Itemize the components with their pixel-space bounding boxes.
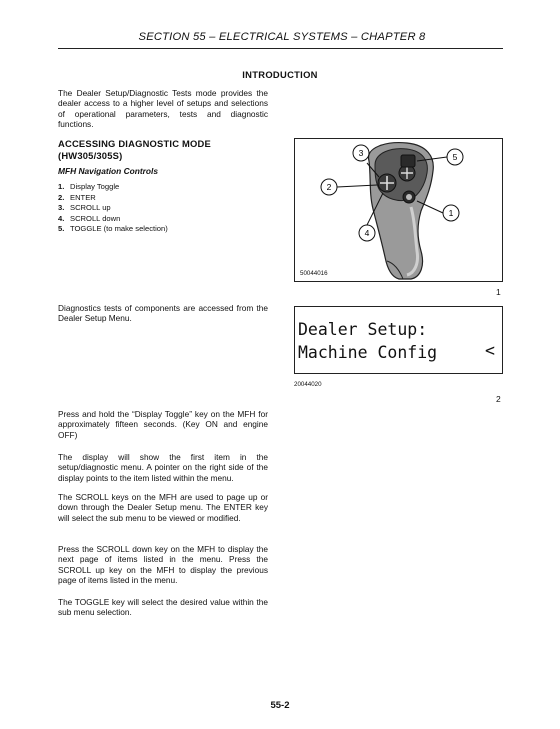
mfh-joystick-drawing	[295, 139, 502, 281]
paragraph-display-show: The display will show the first item in the setup/diagnostic menu. A pointer on the right side of the display points to the item listed within the menu.	[58, 452, 268, 483]
figure2-number: 2	[496, 394, 501, 404]
list-item-label: ENTER	[70, 192, 96, 202]
intro-paragraph: The Dealer Setup/Diagnostic Tests mode provides the dealer access to a higher level of setups and selections of operational parameters, tests and diagnostic functions.	[58, 88, 268, 130]
page-header: SECTION 55 – ELECTRICAL SYSTEMS – CHAPTER 8	[138, 31, 426, 43]
list-item-number: 4.	[58, 213, 65, 223]
subheading-line2: (HW305/305S)	[58, 149, 123, 161]
list-item	[58, 193, 168, 204]
figure1-code: 50044016	[300, 270, 328, 277]
header-rule	[58, 48, 503, 49]
list-item	[58, 203, 168, 214]
svg-text:3: 3	[358, 148, 364, 158]
svg-text:5: 5	[452, 152, 458, 162]
list-item	[58, 214, 168, 225]
section-title: INTRODUCTION	[242, 69, 318, 80]
list-item	[58, 182, 168, 193]
list-item-label: SCROLL up	[70, 203, 111, 213]
callout-4	[359, 225, 375, 241]
list-item-number: 5.	[58, 224, 65, 234]
figure2-code: 20044020	[294, 381, 322, 388]
list-item-label: SCROLL down	[70, 213, 121, 223]
lcd-text	[298, 318, 437, 364]
svg-text:2: 2	[326, 182, 332, 192]
svg-text:1: 1	[448, 208, 454, 218]
lcd-pointer: <	[485, 341, 495, 360]
list-item-number: 2.	[58, 192, 65, 202]
subheading	[58, 138, 211, 161]
figure1-number: 1	[496, 287, 501, 297]
callout-3	[353, 145, 369, 161]
paragraph-toggle-key: The TOGGLE key will select the desired value within the sub menu selection.	[58, 597, 268, 618]
paragraph-scroll-keys: The SCROLL keys on the MFH are used to page up or down through the Dealer Setup menu. The ENTER key will select the sub menu to be viewed or modified.	[58, 492, 268, 523]
svg-text:4: 4	[364, 228, 370, 238]
list-item-label: Display Toggle	[70, 182, 120, 191]
lcd-line-2: Machine Config	[298, 343, 438, 362]
callout-1	[443, 205, 459, 221]
paragraph-scroll-down: Press the SCROLL down key on the MFH to display the next page of items listed in the menu. Press the SCROLL up key on the MFH to display the previous page of items listed in the menu.	[58, 544, 268, 586]
lcd-line-1: Dealer Setup:	[298, 320, 428, 339]
list-item	[58, 224, 168, 235]
list-item-number: 1.	[58, 182, 65, 191]
callout-5	[447, 149, 463, 165]
figure-mfh-illustration	[294, 138, 503, 282]
callout-2	[321, 179, 337, 195]
page-number: 55-2	[270, 700, 290, 711]
list-item-label: TOGGLE (to make selection)	[70, 224, 168, 234]
paragraph-display-toggle: Press and hold the “Display Toggle” key on the MFH for approximately fifteen seconds. (Key ON and engine OFF)	[58, 409, 268, 440]
list-item-number: 3.	[58, 203, 65, 213]
subheading-line1: ACCESSING DIAGNOSTIC MODE	[58, 138, 211, 149]
mfh-heading: MFH Navigation Controls	[58, 166, 159, 176]
diag-paragraph: Diagnostics tests of components are accessed from the Dealer Setup Menu.	[58, 303, 268, 324]
mfh-controls-list	[58, 182, 168, 235]
